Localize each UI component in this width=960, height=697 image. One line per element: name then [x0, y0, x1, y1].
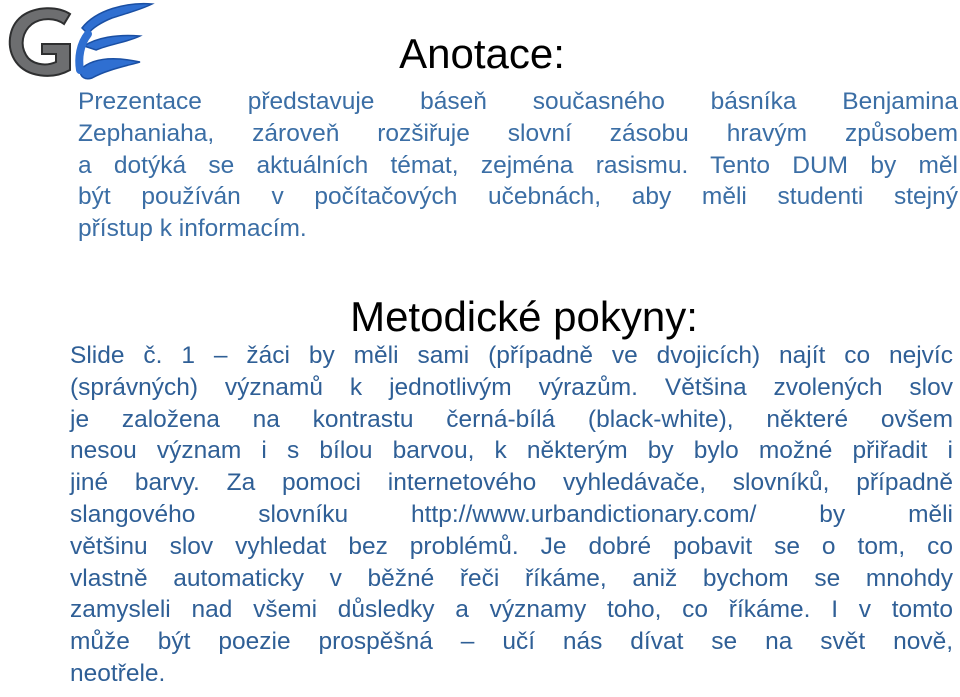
logo-letter-e-top	[82, 4, 152, 34]
metodicke-line: (správných) významů k jednotlivým výrazům. Většina zvolených slov	[70, 373, 953, 401]
metodicke-line: zamysleli nad všemi důsledky a významy toho, co říkáme. I v tomto	[70, 596, 953, 624]
metodicke-pokyny-text	[70, 340, 953, 690]
metodicke-line: je založena na kontrastu černá-bílá (black-white), některé ovšem	[70, 405, 953, 433]
anotace-text	[78, 86, 958, 245]
metodicke-line: neotřele.	[70, 659, 166, 687]
anotace-line: být používán v počítačových učebnách, aby měli studenti stejný	[78, 183, 958, 211]
ge-logo	[0, 0, 160, 90]
anotace-line: přístup k informacím.	[78, 215, 307, 243]
metodicke-line: slangového slovníku http://www.urbandictionary.com/ by měli	[70, 500, 953, 528]
metodicke-line: nesou význam i s bílou barvou, k některým by bylo možné přiřadit i	[70, 437, 953, 465]
anotace-line: Zephaniaha, zároveň rozšiřuje slovní zásobu hravým způsobem	[78, 119, 958, 147]
anotace-line: a dotýká se aktuálních témat, zejména rasismu. Tento DUM by měl	[78, 151, 958, 179]
logo-letter-e-mid	[84, 35, 140, 50]
metodicke-line: jiné barvy. Za pomoci internetového vyhledávače, slovníků, případně	[70, 469, 953, 497]
metodicke-line: může být poezie prospěšná – učí nás dívat se na svět nově,	[70, 628, 953, 656]
metodicke-line: většinu slov vyhledat bez problémů. Je dobré pobavit se o tom, co	[70, 532, 953, 560]
logo-letter-g	[10, 8, 70, 76]
metodicke-line: vlastně automaticky v běžné řeči říkáme, aniž bychom se mnohdy	[70, 564, 953, 592]
metodicke-line: Slide č. 1 – žáci by měli sami (případně ve dvojicích) najít co nejvíc	[70, 342, 953, 369]
anotace-line: Prezentace představuje báseň současného básníka Benjamina	[78, 88, 958, 115]
anotace-title: Anotace:	[399, 30, 565, 77]
logo-letter-e-bottom	[80, 59, 140, 79]
metodicke-pokyny-title: Metodické pokyny:	[350, 293, 698, 340]
